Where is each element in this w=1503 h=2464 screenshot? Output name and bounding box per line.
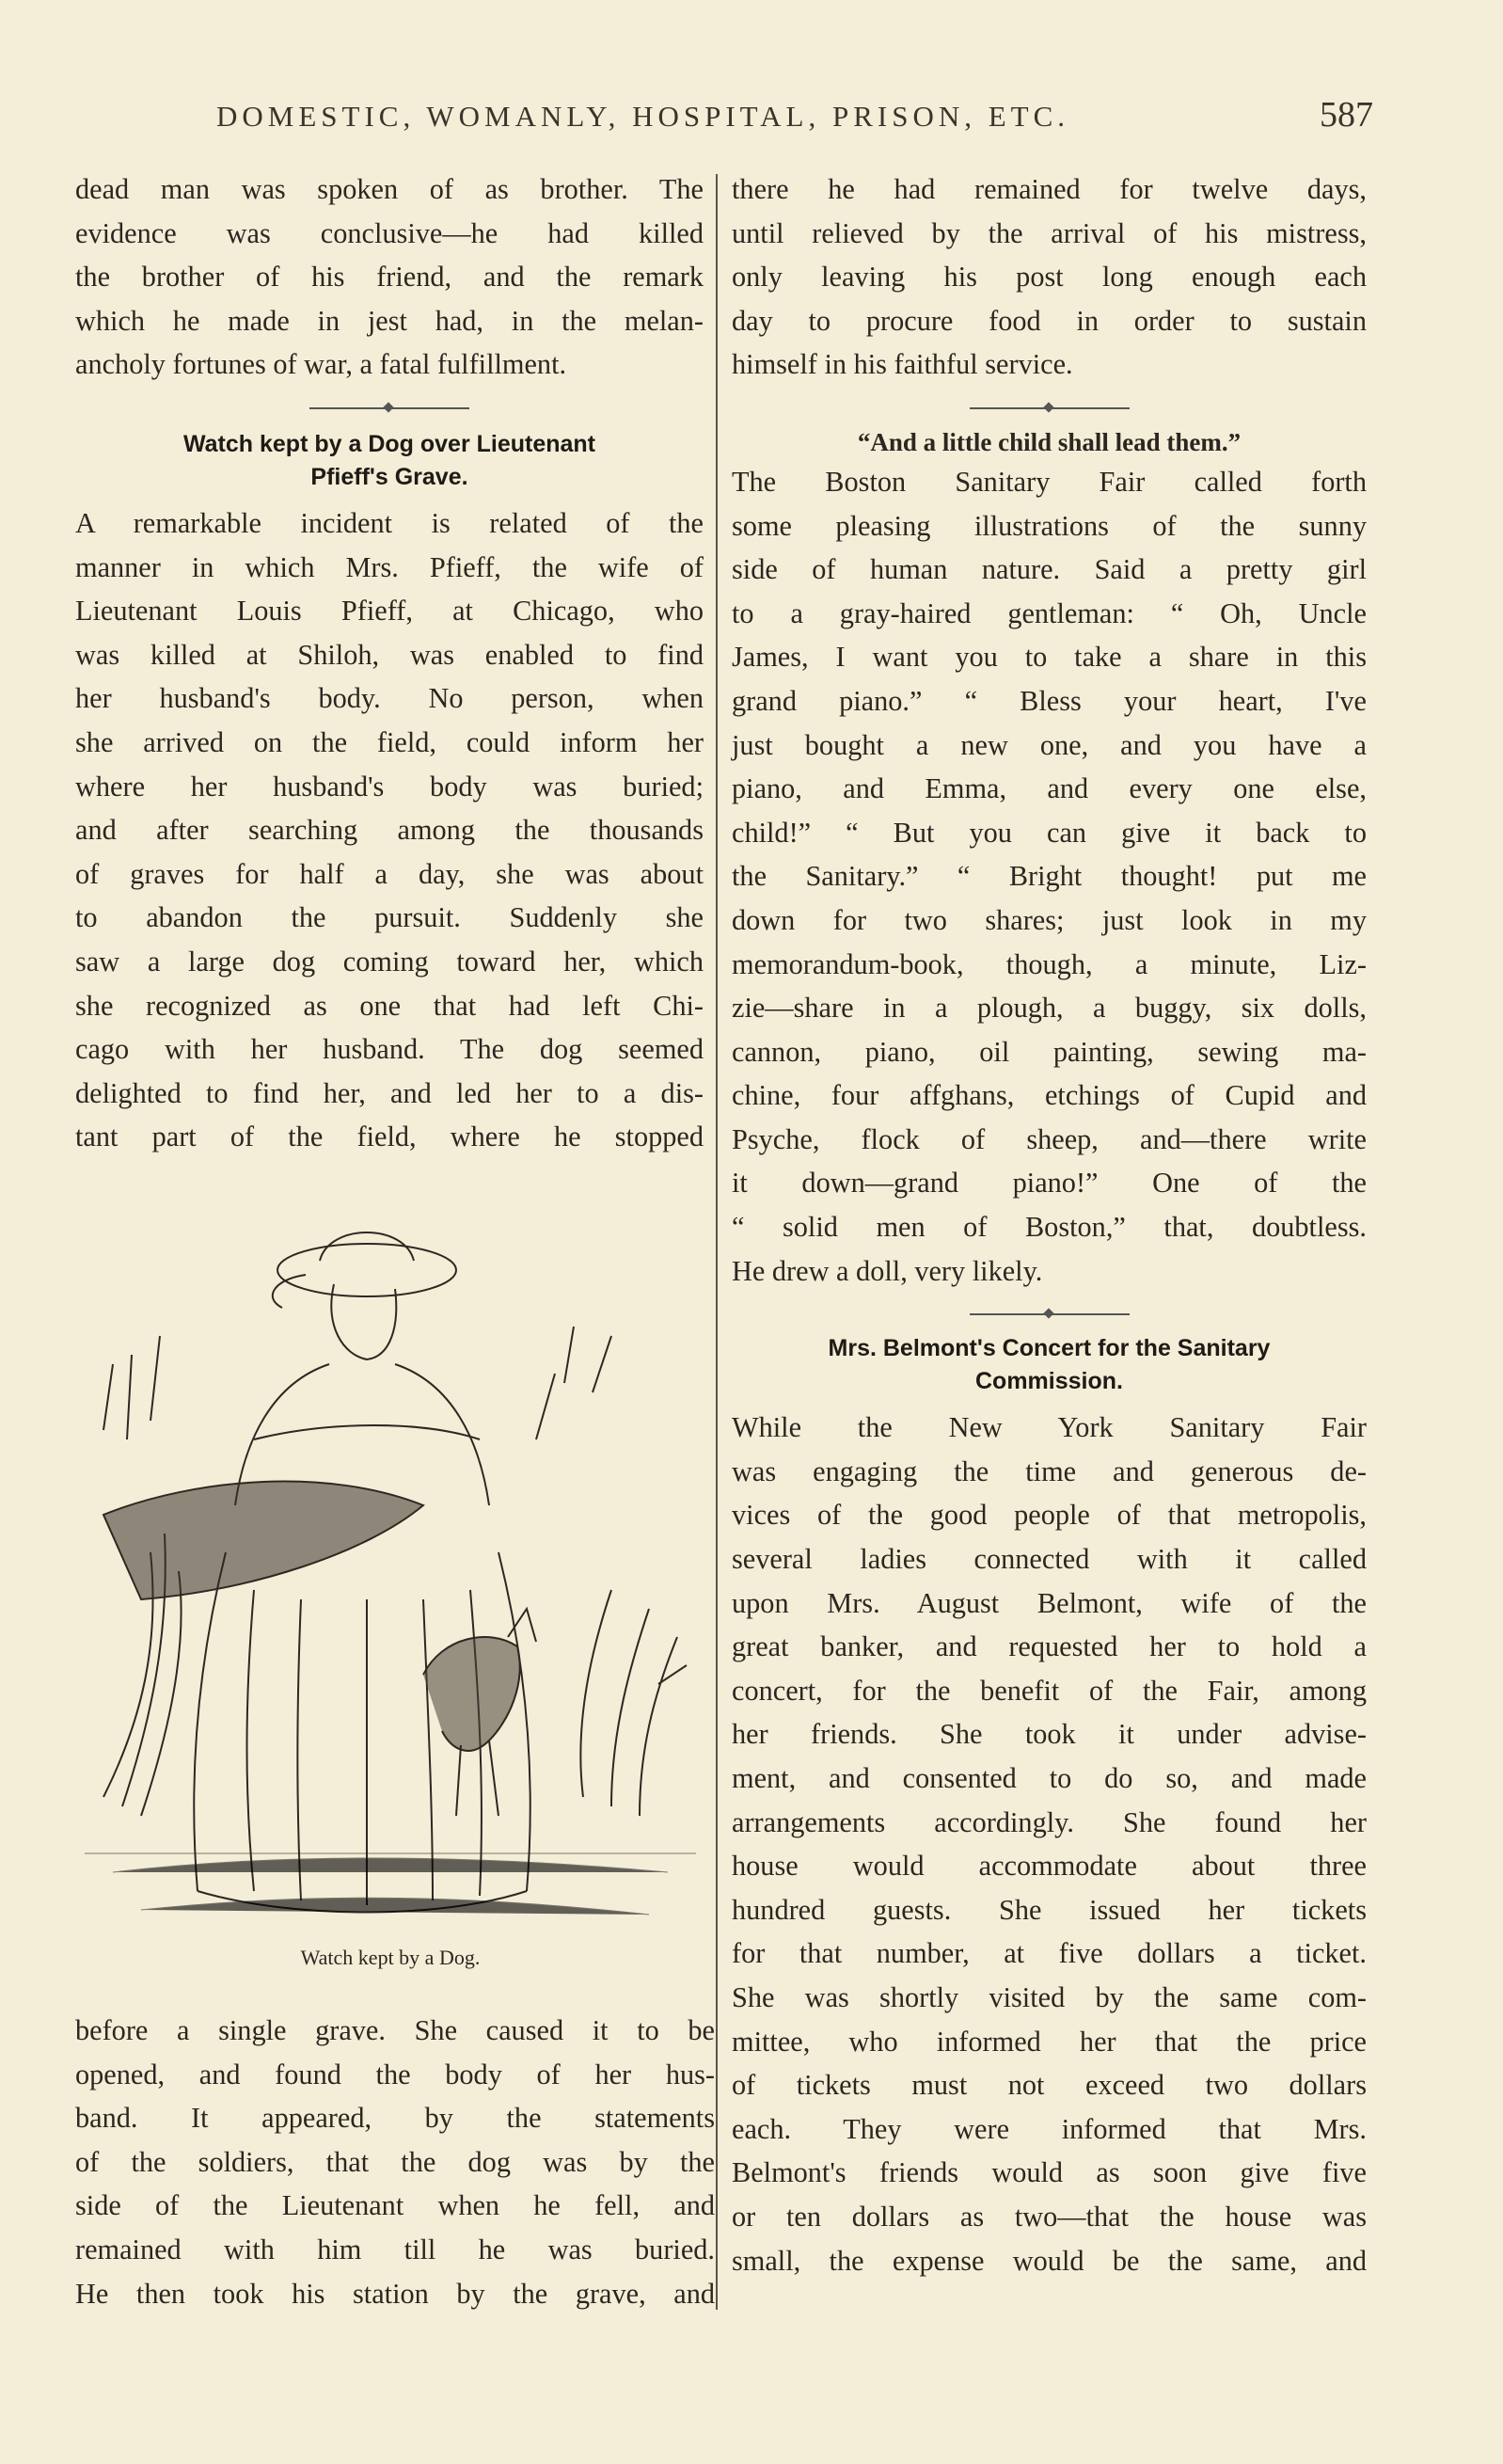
text-line: She was shortly visited by the same com- [732,1980,1367,2013]
text-line: house would accommodate about three [732,1850,1367,1883]
section-separator [309,407,469,409]
section-heading-dog-watch [75,428,704,494]
text-line: zie—share in a plough, a buggy, six dolls, [732,992,1367,1025]
dog-story-paragraph [75,501,704,1159]
illustration-caption: Watch kept by a Dog. [300,1946,481,1969]
text-line: child!” “ But you can give it back to [732,816,1367,849]
text-line: it down—grand piano!” One of the [732,1167,1367,1200]
running-title: DOMESTIC, WOMANLY, HOSPITAL, PRISON, ETC. [216,100,1070,133]
text-line: was killed at Shiloh, was enabled to find [75,638,704,671]
right-intro-paragraph [732,167,1367,387]
text-line: dead man was spoken of as brother. The [75,173,704,205]
heading-line: Commission. [975,1368,1123,1395]
text-line: the Sanitary.” “ Bright thought! put me [732,860,1367,893]
column-divider [716,174,718,2310]
text-line: He then took his station by the grave, and [75,2277,715,2310]
text-line: side of human nature. Said a pretty girl [732,553,1367,586]
text-line: memorandum-book, though, a minute, Liz- [732,947,1367,980]
text-line: concert, for the benefit of the Fair, among [732,1674,1367,1707]
text-line: of the soldiers, that the dog was by the [75,2145,715,2178]
text-line: hundred guests. She issued her tickets [732,1893,1367,1926]
text-line: of tickets must not exceed two dollars [732,2069,1367,2102]
heading-line: Pfieff's Grave. [310,463,468,490]
text-line: opened, and found the body of her hus- [75,2058,715,2090]
text-line: she arrived on the field, could inform her [75,725,704,758]
text-line: “ solid men of Boston,” that, doubtless. [732,1211,1367,1244]
text-line: Belmont's friends would as soon give five [732,2156,1367,2189]
text-line: great banker, and requested her to hold a [732,1630,1367,1663]
boston-fair-paragraph [732,460,1367,1293]
text-line: arrangements accordingly. She found her [732,1805,1367,1838]
text-line: grand piano.” “ Bless your heart, I've [732,684,1367,717]
engraving-illustration [85,1195,696,1938]
text-line: just bought a new one, and you have a [732,728,1367,761]
text-line: While the New York Sanitary Fair [732,1411,1367,1444]
text-line: to abandon the pursuit. Suddenly she [75,901,704,934]
text-line: and after searching among the thousands [75,814,704,847]
text-line: Lieutenant Louis Pfieff, at Chicago, who [75,595,704,628]
text-line: evidence was conclusive—he had killed [75,216,704,249]
left-column-top [75,167,704,1159]
heading-line: Watch kept by a Dog over Lieutenant [182,430,596,457]
text-line: side of the Lieutenant when he fell, and [75,2189,715,2222]
right-column [732,167,1367,2282]
text-line: where her husband's body was buried; [75,770,704,803]
text-line: vices of the good people of that metropolis, [732,1499,1367,1532]
section-heading-belmont-concert [732,1332,1367,1398]
text-line: upon Mrs. August Belmont, wife of the [732,1586,1367,1619]
text-line: or ten dollars as two—that the house was [732,2200,1367,2233]
text-line: each. They were informed that Mrs. [732,2112,1367,2145]
text-line: manner in which Mrs. Pfieff, the wife of [75,550,704,583]
text-line: delighted to find her, and led her to a dis- [75,1076,704,1109]
text-line: small, the expense would be the same, and [732,2244,1367,2277]
text-line: day to procure food in order to sustain [732,304,1367,337]
belmont-concert-paragraph [732,1406,1367,2282]
text-line: remained with him till he was buried. [75,2233,715,2265]
text-line: himself in his faithful service. [732,348,1073,381]
text-line: some pleasing illustrations of the sunny [732,509,1367,542]
text-line: her husband's body. No person, when [75,682,704,715]
text-line: several ladies connected with it called [732,1543,1367,1576]
left-intro-paragraph [75,167,704,387]
section-separator [970,1313,1130,1315]
text-line: James, I want you to take a share in this [732,641,1367,674]
running-head [75,94,1373,151]
page-number: 587 [1320,95,1373,135]
text-line: Psyche, flock of sheep, and—there write [732,1122,1367,1155]
text-line: before a single grave. She caused it to be [75,2014,715,2046]
text-line: of graves for half a day, she was about [75,857,704,890]
heading-line: Mrs. Belmont's Concert for the Sanitary [828,1335,1271,1362]
text-line: saw a large dog coming toward her, which [75,945,704,978]
text-line: The Boston Sanitary Fair called forth [732,465,1367,498]
section-heading-little-child: “And a little child shall lead them.” [857,427,1242,456]
text-line: chine, four affghans, etchings of Cupid and [732,1079,1367,1112]
text-line: ancholy fortunes of war, a fatal fulfillment. [75,348,567,381]
section-separator [970,407,1130,409]
text-line: was engaging the time and generous de- [732,1455,1367,1487]
text-line: mittee, who informed her that the price [732,2025,1367,2058]
text-line: her friends. She took it under advise- [732,1718,1367,1751]
left-column-bottom [75,2009,715,2315]
woman-and-dog-engraving [85,1195,696,1938]
text-line: which he made in jest had, in the melan- [75,304,704,337]
text-line: cago with her husband. The dog seemed [75,1033,704,1066]
text-line: down for two shares; just look in my [732,903,1367,936]
text-line: band. It appeared, by the statements [75,2102,715,2135]
text-line: for that number, at five dollars a ticket. [732,1937,1367,1970]
text-line: she recognized as one that had left Chi- [75,989,704,1022]
text-line: ment, and consented to do so, and made [732,1762,1367,1794]
text-line: He drew a doll, very likely. [732,1254,1043,1287]
text-line: piano, and Emma, and every one else, [732,772,1367,805]
text-line: to a gray-haired gentleman: “ Oh, Uncle [732,596,1367,629]
text-line: the brother of his friend, and the remark [75,261,704,294]
text-line: A remarkable incident is related of the [75,506,704,539]
text-line: only leaving his post long enough each [732,261,1367,294]
text-line: tant part of the field, where he stopped [75,1121,704,1153]
text-line: there he had remained for twelve days, [732,173,1367,205]
text-line: until relieved by the arrival of his mistress, [732,216,1367,249]
text-line: cannon, piano, oil painting, sewing ma- [732,1035,1367,1068]
